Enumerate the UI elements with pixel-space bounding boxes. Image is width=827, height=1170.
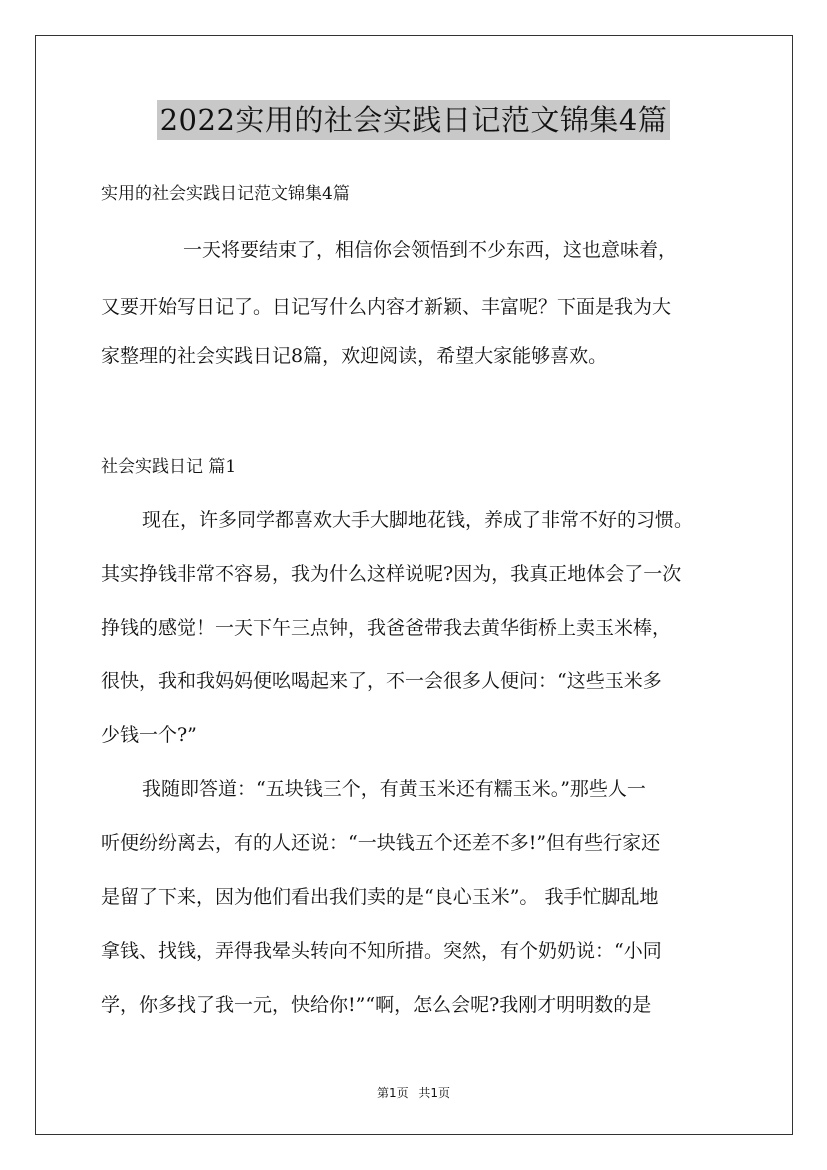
body-line: 现在，许多同学都喜欢大手大脚地花钱，养成了非常不好的习惯。 (142, 509, 694, 531)
title-container (0, 100, 827, 140)
body-line: 学，你多找了我一元，快给你!”“啊，怎么会呢?我刚才明明数的是 (101, 994, 652, 1016)
page-footer (0, 1084, 827, 1101)
body-line: 少钱一个?” (101, 724, 197, 746)
body-line: 挣钱的感觉！一天下午三点钟，我爸爸带我去黄华街桥上卖玉米棒， (101, 617, 672, 639)
body-line: 我随即答道：“五块钱三个，有黄玉米还有糯玉米。”那些人一 (142, 778, 646, 800)
page-total: 共1页 (418, 1086, 451, 1100)
section-heading: 社会实践日记 篇1 (101, 457, 237, 477)
body-line: 是留了下来，因为他们看出我们卖的是“良心玉米”。 我手忙脚乱地 (101, 886, 659, 908)
body-line: 听便纷纷离去，有的人还说：“一块钱五个还差不多!”但有些行家还 (101, 832, 661, 854)
body-line: 其实挣钱非常不容易，我为什么这样说呢?因为，我真正地体会了一次 (101, 563, 682, 585)
body-line: 拿钱、找钱，弄得我晕头转向不知所措。突然，有个奶奶说：“小同 (101, 940, 662, 962)
body-line: 很快，我和我妈妈便吆喝起来了，不一会很多人便问：“这些玉米多 (101, 670, 662, 692)
intro-line: 一天将要结束了，相信你会领悟到不少东西，这也意味着， (183, 239, 678, 261)
page-number: 第1页 (376, 1086, 409, 1100)
intro-line: 家整理的社会实践日记8篇，欢迎阅读，希望大家能够喜欢。 (101, 345, 608, 367)
intro-line: 又要开始写日记了。日记写什么内容才新颖、丰富呢？下面是我为大 (101, 296, 672, 318)
document-subtitle: 实用的社会实践日记范文锦集4篇 (101, 184, 350, 204)
document-title: 2022实用的社会实践日记范文锦集4篇 (157, 100, 671, 140)
